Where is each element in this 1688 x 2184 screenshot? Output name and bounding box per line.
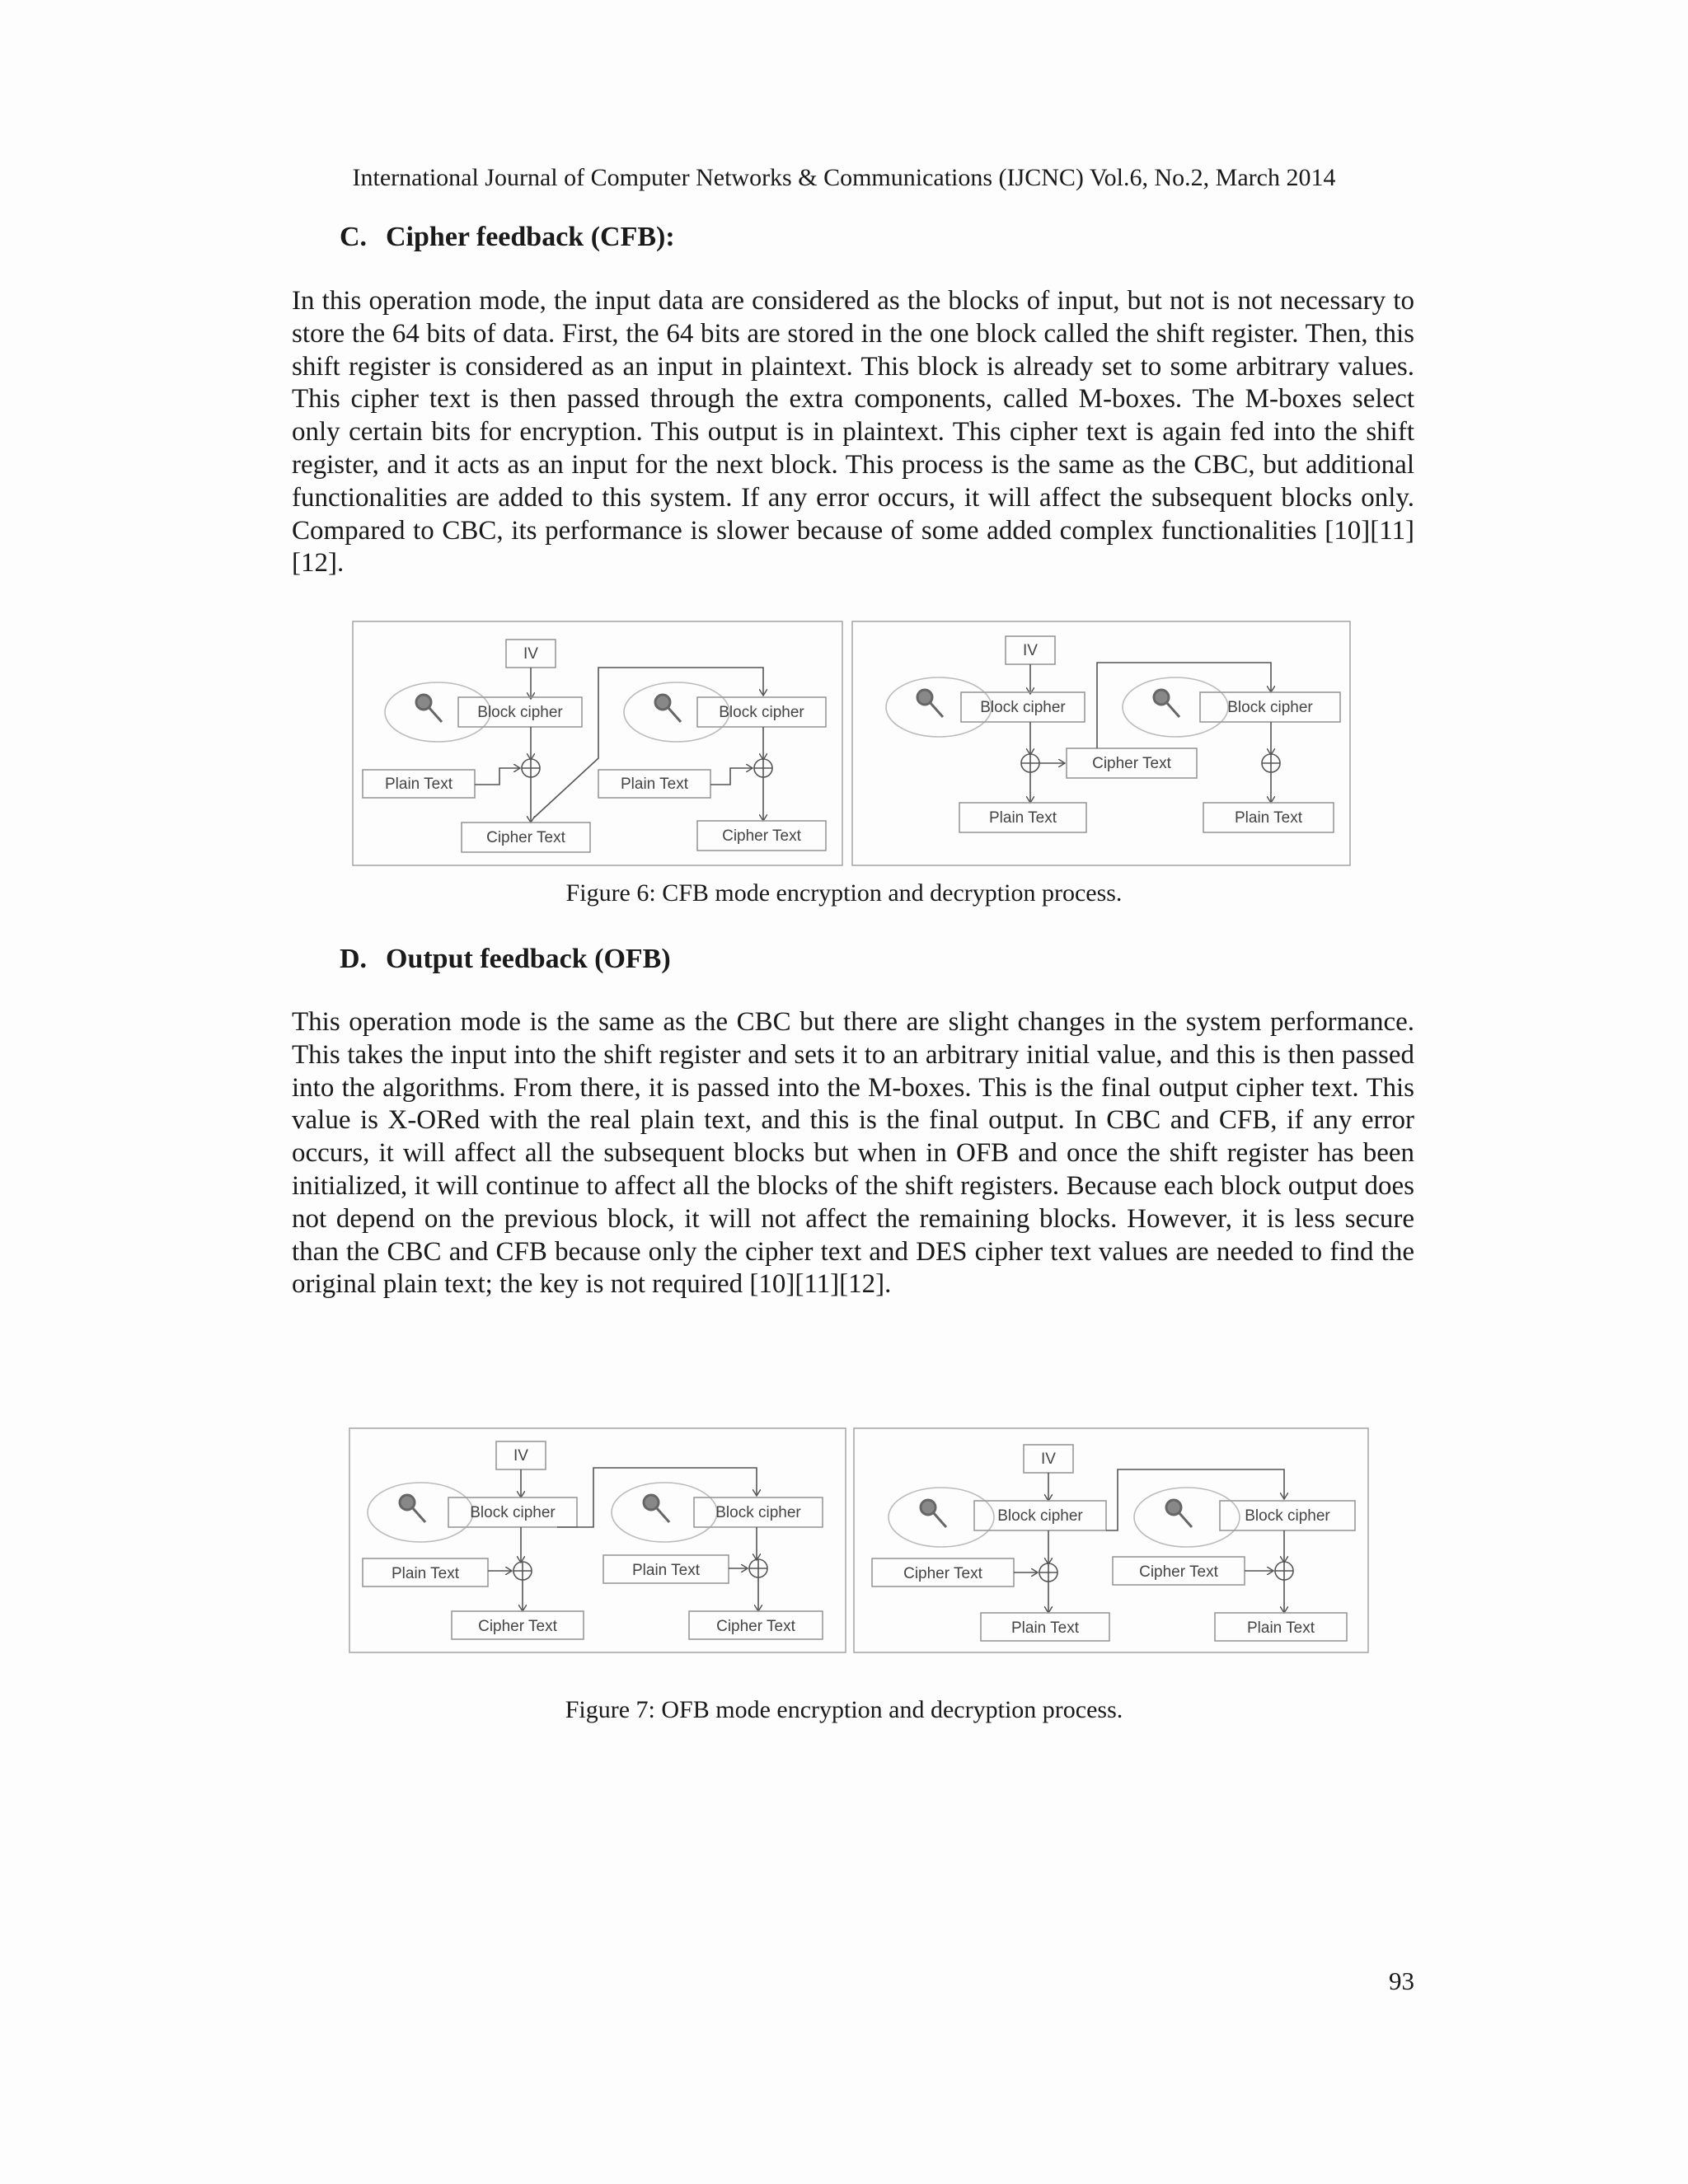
plain-text-label: Plain Text (631, 1562, 701, 1579)
figure-7-ofb-diagram (348, 1427, 1370, 1654)
plain-text-label: Plain Text (384, 776, 453, 793)
cipher-text-label: Cipher Text (1092, 755, 1171, 772)
cipher-text-label: Cipher Text (722, 827, 801, 845)
iv-label: IV (523, 645, 538, 663)
plain-text-label: Plain Text (1234, 809, 1303, 827)
plain-text-label: Plain Text (1010, 1619, 1080, 1637)
key-circle (886, 677, 992, 737)
figure-6-cfb-diagram (351, 620, 1352, 867)
block-cipher-label: Block cipher (719, 704, 804, 721)
plain-text-label: Plain Text (620, 776, 689, 793)
section-heading-ofb (340, 943, 671, 976)
section-title: Cipher feedback (CFB): (386, 222, 675, 252)
block-cipher-label: Block cipher (980, 699, 1066, 716)
key-circle (385, 682, 490, 742)
iv-label: IV (513, 1447, 528, 1465)
block-cipher-label: Block cipher (1227, 699, 1313, 716)
ofb-paragraph: This operation mode is the same as the CBC but there are slight changes in the system performance. This takes the input into the shift register and sets it to an arbitrary initial value, and this is then passed into the algorithms. From there, it is passed into the M-boxes. This is the final output cipher text. This value is X-ORed with the real plain text, and this is the final output. In CBC and CFB, if any error occurs, it will affect all the subsequent blocks but when in OFB and once the shift register has been initialized, it will continue to affect all the blocks of the shift registers. Because each block output does not depend on the previous block, it will not affect the remaining blocks. However, it is less secure than the CBC and CFB because only the cipher text and DES cipher text values are needed to find the original plain text; the key is not required [10][11][12]. (292, 1007, 1414, 1300)
key-circle (1123, 677, 1228, 737)
cfb-paragraph: In this operation mode, the input data are considered as the blocks of input, but not is not necessary to store the 64 bits of data. First, the 64 bits are stored in the one block called the shift register. Then, this shift register is considered as an input in plaintext. This block is already set to some arbitrary values. This cipher text is then passed through the extra components, called M-boxes. The M-boxes select only certain bits for encryption. This output is in plaintext. This cipher text is again fed into the shift register, and it acts as an input for the next block. This process is the same as the CBC, but additional functionalities are added to this system. If any error occurs, it will affect the subsequent blocks only. Compared to CBC, its performance is slower because of some added complex functionalities [10][11][12]. (292, 286, 1414, 579)
section-letter: D. (340, 944, 368, 974)
key-circle (368, 1483, 473, 1542)
page-number: 93 (1389, 1966, 1414, 1995)
key-circle (624, 682, 729, 742)
plain-text-label: Plain Text (391, 1565, 460, 1582)
figure-7-caption: Figure 7: OFB mode encryption and decryption process. (565, 1696, 1123, 1723)
block-cipher-label: Block cipher (470, 1504, 556, 1521)
section-letter: C. (340, 222, 368, 252)
cipher-text-label: Cipher Text (716, 1618, 795, 1635)
block-cipher-label: Block cipher (715, 1504, 801, 1521)
iv-label: IV (1023, 642, 1038, 659)
cipher-text-label: Cipher Text (478, 1618, 557, 1635)
block-cipher-label: Block cipher (477, 704, 563, 721)
section-heading-cfb (340, 221, 675, 254)
block-cipher-label: Block cipher (997, 1507, 1083, 1525)
section-title: Output feedback (OFB) (386, 944, 671, 974)
iv-label: IV (1041, 1451, 1056, 1468)
key-circle (889, 1488, 994, 1547)
key-circle (612, 1483, 717, 1542)
feedback-line (534, 668, 763, 818)
cipher-text-label: Cipher Text (1139, 1563, 1218, 1581)
decryption-panel-frame (852, 621, 1350, 865)
key-circle (1134, 1488, 1240, 1547)
figure-6-caption: Figure 6: CFB mode encryption and decryption process. (565, 879, 1123, 907)
block-cipher-label: Block cipher (1245, 1507, 1330, 1525)
journal-header: International Journal of Computer Networks & Communications (IJCNC) Vol.6, No.2, March 2014 (352, 164, 1336, 191)
plain-text-label: Plain Text (988, 809, 1057, 827)
cipher-text-label: Cipher Text (903, 1565, 982, 1582)
cipher-text-label: Cipher Text (486, 829, 565, 846)
plain-text-label: Plain Text (1246, 1619, 1315, 1637)
